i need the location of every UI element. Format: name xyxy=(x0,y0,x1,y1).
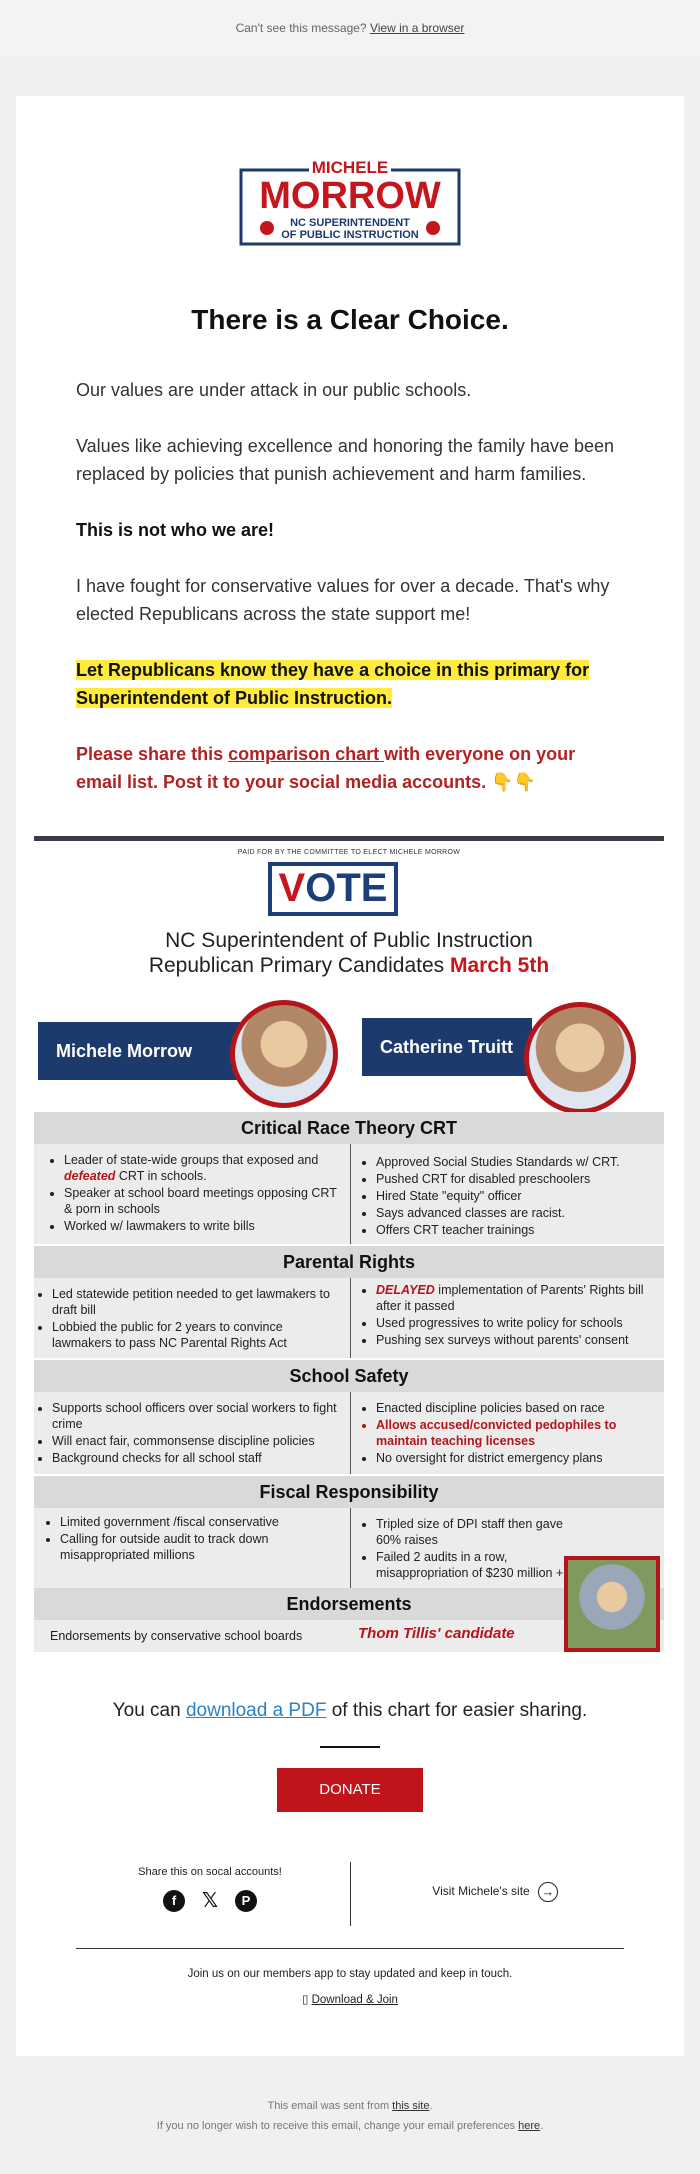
crt-left-1b: defeated xyxy=(64,1169,116,1183)
parental-right-2: • Used progressives to write policy for schools xyxy=(376,1315,662,1331)
preferences-link[interactable]: here xyxy=(518,2120,541,2132)
horizontal-divider xyxy=(76,1948,624,1949)
endorse-right: Thom Tillis' candidate xyxy=(358,1625,515,1642)
morrow-logo xyxy=(239,156,461,248)
visit-label[interactable]: Visit Michele's site xyxy=(432,1884,530,1899)
vote-badge xyxy=(268,862,398,916)
parental-right-1a: DELAYED xyxy=(376,1283,435,1297)
parental-left-1: • Led statewide petition needed to get lawmakers to draft bill xyxy=(52,1286,338,1318)
safety-right-3: • No oversight for district emergency plans xyxy=(376,1450,662,1466)
logo-first: MICHELE xyxy=(311,158,389,177)
column-divider xyxy=(350,1392,351,1474)
divider xyxy=(320,1746,380,1748)
crt-right-2: • Pushed CRT for disabled preschoolers xyxy=(376,1171,658,1187)
section-body-parental xyxy=(34,1278,664,1358)
logo-last: MORROW xyxy=(259,175,441,217)
parental-left-2: • Lobbied the public for 2 years to convince lawmakers to pass NC Parental Rights Act xyxy=(52,1319,338,1351)
paragraph: Our values are under attack in our public schools. xyxy=(76,380,472,400)
preheader-text: Can't see this message? xyxy=(235,21,367,35)
visit-site-link[interactable] xyxy=(366,1882,624,1902)
share-callout xyxy=(76,740,624,796)
crt-right-5: • Offers CRT teacher trainings xyxy=(376,1222,658,1238)
crt-left-3: • Worked w/ lawmakers to write bills xyxy=(64,1218,342,1234)
column-divider xyxy=(350,1508,351,1588)
candidate-label-left: Michele Morrow xyxy=(38,1022,248,1080)
share-pre: Please share this xyxy=(76,744,229,764)
section-title-safety: School Safety xyxy=(34,1360,664,1392)
column-divider xyxy=(350,1144,351,1244)
facebook-icon[interactable]: f xyxy=(163,1890,185,1912)
download-pdf-link[interactable]: download a PDF xyxy=(185,1700,327,1721)
pdf-line xyxy=(16,1700,684,1722)
highlighted-callout: Let Republicans know they have a choice in this primary for Superintendent of Public Instruction. xyxy=(76,660,590,708)
footer-line1-post: . xyxy=(429,2100,433,2112)
logo-sub1: NC SUPERINTENDENT xyxy=(290,217,410,229)
avatar-truitt xyxy=(524,1002,636,1114)
footer xyxy=(0,2096,700,2136)
section-title-endorse: Endorsements xyxy=(34,1588,664,1620)
safety-left-2: • Will enact fair, commonsense discipline policies xyxy=(52,1433,338,1449)
this-site-link[interactable]: this site xyxy=(392,2100,430,2112)
body-text xyxy=(76,376,624,824)
footer-line1: This email was sent from xyxy=(267,2100,393,2112)
section-body-crt xyxy=(34,1144,664,1244)
section-title-crt: Critical Race Theory CRT xyxy=(34,1112,664,1144)
chart-title xyxy=(34,928,664,978)
section-title-fiscal: Fiscal Responsibility xyxy=(34,1476,664,1508)
tillis-photo xyxy=(564,1556,660,1652)
email-card xyxy=(16,96,684,2056)
paid-for-disclaimer: PAID FOR BY THE COMMITTEE TO ELECT MICHELE MORROW xyxy=(237,849,461,856)
crt-right-3: • Hired State "equity" officer xyxy=(376,1188,658,1204)
chart-top-bar xyxy=(34,836,664,841)
comparison-chart-link[interactable]: comparison chart xyxy=(228,744,385,764)
pdf-pre: You can xyxy=(112,1700,186,1721)
x-twitter-icon[interactable]: 𝕏 xyxy=(201,1890,219,1912)
chart-title-line2: Republican Primary Candidates xyxy=(148,954,450,977)
comparison-chart[interactable] xyxy=(34,836,664,1656)
arrow-right-icon[interactable]: → xyxy=(538,1882,558,1902)
safety-right-2: • Allows accused/convicted pedophiles to maintain teaching licenses xyxy=(376,1417,662,1449)
crt-left-2: • Speaker at school board meetings opposing CRT & porn in schools xyxy=(64,1185,342,1217)
section-title-parental: Parental Rights xyxy=(34,1246,664,1278)
logo-sub2: OF PUBLIC INSTRUCTION xyxy=(281,229,419,241)
safety-left-3: • Background checks for all school staff xyxy=(52,1450,338,1466)
candidate-label-right: Catherine Truitt xyxy=(362,1018,532,1076)
parental-right-3: • Pushing sex surveys without parents' consent xyxy=(376,1332,662,1348)
crt-left-1a: Leader of state-wide groups that exposed and xyxy=(64,1153,319,1167)
endorse-left: Endorsements by conservative school boards xyxy=(50,1629,303,1643)
download-join-link[interactable]: Download & Join xyxy=(311,1994,398,2006)
crt-right-1: • Approved Social Studies Standards w/ CRT. xyxy=(376,1154,658,1170)
fiscal-right-1: • Tripled size of DPI staff then gave 60% raises xyxy=(376,1516,588,1548)
vertical-divider xyxy=(350,1862,351,1926)
crt-left-1c: CRT in schools. xyxy=(115,1169,207,1183)
pinterest-icon[interactable]: P xyxy=(235,1890,257,1912)
section-body-safety xyxy=(34,1392,664,1474)
phone-icon: ▯ xyxy=(302,1994,309,2006)
crt-right-4: • Says advanced classes are racist. xyxy=(376,1205,658,1221)
parental-right-1b: implementation of Parents' Rights bill after it passed xyxy=(376,1283,644,1313)
paragraph: Values like achieving excellence and honoring the family have been replaced by policies that punish achievement and harm families. xyxy=(76,436,615,484)
join-text: Join us on our members app to stay updated and keep in touch. xyxy=(187,1968,513,1980)
share-label: Share this on socal accounts! xyxy=(138,1866,282,1878)
fiscal-left-1: • Limited government /fiscal conservative xyxy=(60,1514,342,1530)
paragraph-bold: This is not who we are! xyxy=(76,520,275,540)
page-title: There is a Clear Choice. xyxy=(191,304,509,335)
vote-v: V xyxy=(278,866,306,910)
share-social xyxy=(76,1866,344,1926)
column-divider xyxy=(350,1278,351,1358)
share-post: with everyone on your email list. Post it to your social media accounts. 👇👇 xyxy=(76,744,576,792)
primary-date: March 5th xyxy=(449,954,550,977)
chart-title-line1: NC Superintendent of Public Instruction xyxy=(165,929,533,952)
avatar-morrow xyxy=(230,1000,338,1108)
footer-line2: If you no longer wish to receive this email, change your email preferences xyxy=(156,2120,519,2132)
view-in-browser-link[interactable]: View in a browser xyxy=(369,21,465,35)
vote-rest: OTE xyxy=(305,866,388,910)
safety-left-1: • Supports school officers over social workers to fight crime xyxy=(52,1400,338,1432)
paragraph: I have fought for conservative values for over a decade. That's why elected Republicans across the state support me! xyxy=(76,576,610,624)
preheader xyxy=(0,0,700,56)
fiscal-right-2: • Failed 2 audits in a row, misappropriation of $230 million + xyxy=(376,1549,588,1581)
donate-button[interactable]: DONATE xyxy=(277,1768,423,1812)
footer-line2-post: . xyxy=(540,2120,544,2132)
safety-right-1: • Enacted discipline policies based on race xyxy=(376,1400,662,1416)
fiscal-left-2: • Calling for outside audit to track down misappropriated millions xyxy=(60,1531,342,1563)
download-join xyxy=(16,1992,684,2006)
pdf-post: of this chart for easier sharing. xyxy=(326,1700,588,1721)
